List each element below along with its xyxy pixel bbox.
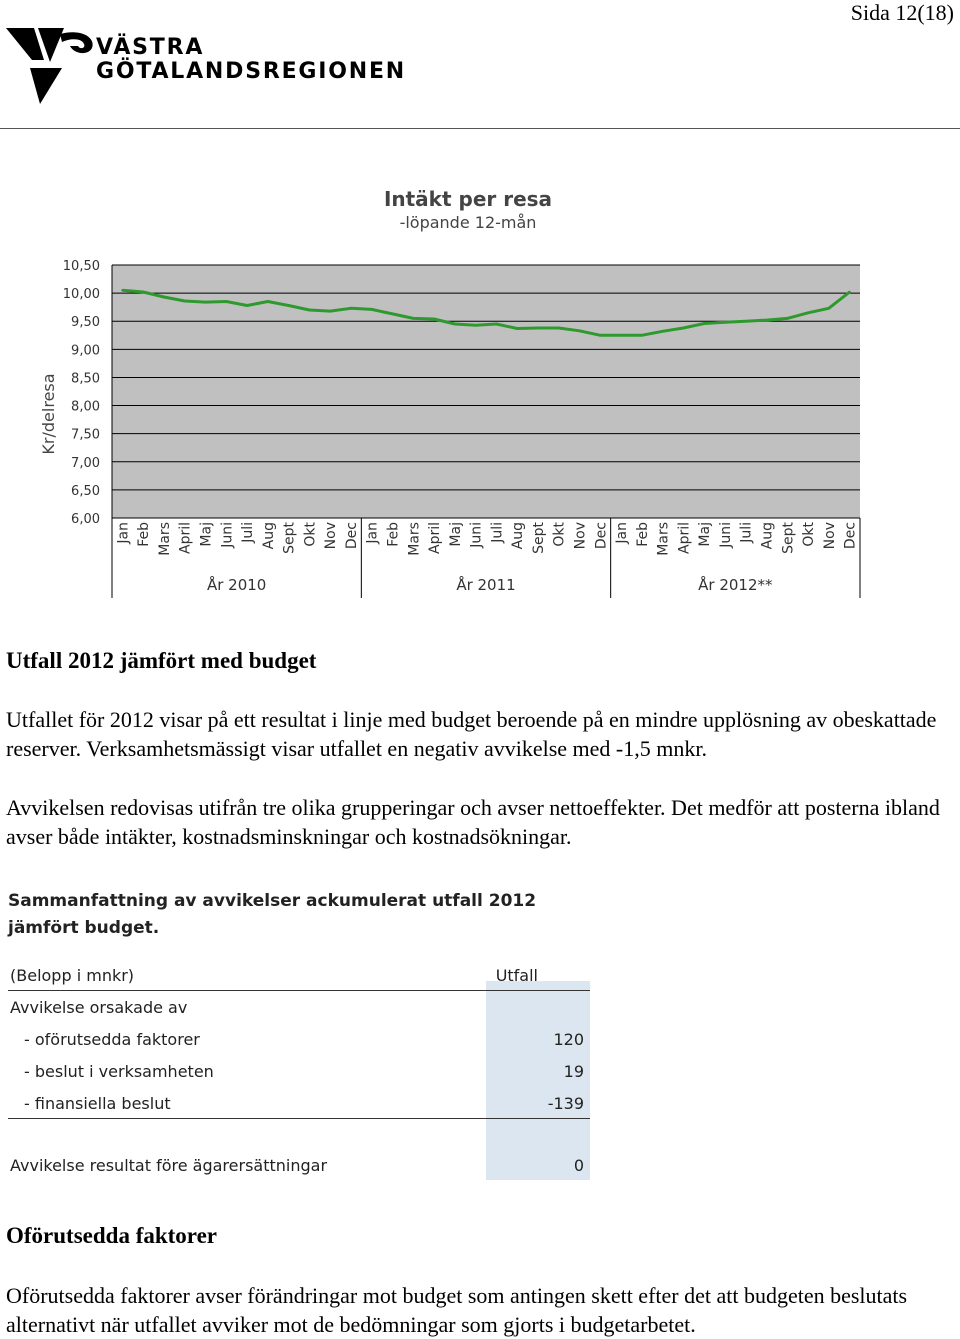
page-number: Sida 12(18) [850, 0, 954, 25]
data-point [661, 330, 663, 332]
y-tick-label: 7,00 [71, 455, 100, 471]
table-row [4, 1092, 590, 1118]
x-tick-label: April [676, 522, 693, 554]
x-tick-label: Aug [260, 522, 277, 550]
x-tick-label: Juli [240, 522, 257, 543]
x-tick-label: Maj [697, 522, 714, 547]
x-tick-label: Juni [468, 522, 485, 548]
x-tick-label: Dec [343, 522, 360, 550]
year-group-label: År 2012** [698, 576, 773, 594]
x-tick-label: Okt [302, 522, 319, 547]
data-point [433, 318, 435, 320]
row-label: - oförutsedda faktorer [24, 1030, 200, 1049]
data-point [474, 324, 476, 326]
x-tick-label: Mars [156, 522, 173, 556]
x-tick-label: Juli [489, 522, 506, 543]
data-point [537, 327, 539, 329]
data-point [121, 289, 123, 291]
revenue-per-trip-chart [30, 178, 870, 603]
data-point [495, 323, 497, 325]
year-group-label: År 2011 [456, 576, 516, 594]
y-tick-label: 10,50 [62, 259, 100, 274]
data-point [350, 307, 352, 309]
total-value: 0 [573, 1156, 584, 1175]
chart-title: Intäkt per resa [383, 187, 553, 211]
total-label: Avvikelse resultat före ägarersättningar [10, 1156, 328, 1175]
logo-line-1: VÄSTRA [96, 35, 205, 60]
x-tick-label: Sept [281, 522, 298, 554]
y-tick-label: 9,00 [71, 343, 100, 359]
data-point [516, 327, 518, 329]
summary-total-row [4, 1154, 590, 1180]
deviation-summary-table [4, 884, 590, 1184]
x-tick-label: Feb [385, 522, 402, 547]
x-tick-label: Nov [323, 522, 340, 550]
data-point [745, 320, 747, 322]
x-tick-label: Dec [593, 522, 610, 550]
row-value: -139 [547, 1094, 584, 1113]
data-point [807, 312, 809, 314]
x-tick-label: Dec [842, 522, 859, 550]
table-row [4, 1028, 590, 1054]
row-label: - beslut i verksamheten [24, 1062, 214, 1081]
x-tick-label: Maj [198, 522, 215, 547]
x-tick-label: Feb [136, 522, 153, 547]
x-tick-label: Sept [780, 522, 797, 554]
data-point [703, 322, 705, 324]
vgr-emblem-icon [4, 24, 96, 106]
x-tick-label: Okt [551, 522, 568, 547]
data-point [558, 327, 560, 329]
data-point [848, 291, 850, 293]
vgr-logo [4, 24, 407, 108]
x-tick-label: Nov [572, 522, 589, 550]
header-divider [8, 990, 590, 991]
x-tick-label: Juni [717, 522, 734, 548]
outcome-paragraph-2: Avvikelsen redovisas utifrån tre olika grupperingar och avser nettoeffekter. Det medför att posterna ibland avser både intäkter, kostnadsminskningar och kostnadsökningar. [6, 795, 940, 849]
row-value: 120 [553, 1030, 584, 1049]
y-tick-label: 7,50 [71, 427, 100, 443]
y-tick-label: 10,00 [62, 287, 100, 303]
data-point [641, 334, 643, 336]
x-tick-label: Aug [510, 522, 527, 550]
data-point [184, 300, 186, 302]
data-point [412, 317, 414, 319]
x-tick-label: Juni [219, 522, 236, 548]
year-group-label: År 2010 [206, 576, 267, 594]
chart-svg [30, 178, 870, 603]
data-point [682, 327, 684, 329]
data-point [225, 300, 227, 302]
header-rule [0, 128, 960, 129]
x-tick-label: Okt [801, 522, 818, 547]
y-tick-label: 6,00 [71, 512, 100, 527]
unit-label: (Belopp i mnkr) [10, 966, 135, 985]
data-point [724, 321, 726, 323]
unforeseen-paragraph-1: Oförutsedda faktorer avser förändringar mot budget som antingen skett efter det att budgeten beslutats alternativt när utfallet avviker mot de bedömningar som gjorts i budgetarbetet. [6, 1283, 908, 1337]
data-point [391, 313, 393, 315]
data-point [620, 334, 622, 336]
row-value: 19 [563, 1062, 584, 1081]
data-point [371, 308, 373, 310]
data-point [246, 304, 248, 306]
y-tick-label: 8,00 [71, 399, 100, 415]
data-point [578, 330, 580, 332]
x-tick-label: April [427, 522, 444, 554]
summary-title: Sammanfattning av avvikelser ackumulerat utfall 2012 jämfört budget. [8, 891, 537, 938]
x-tick-label: April [177, 522, 194, 554]
x-tick-label: Jan [614, 522, 631, 544]
x-tick-label: Nov [821, 522, 838, 550]
logo-line-2: GÖTALANDSREGIONEN [96, 59, 407, 84]
y-tick-label: 9,50 [71, 315, 100, 331]
data-point [828, 307, 830, 309]
x-tick-label: Aug [759, 522, 776, 550]
x-tick-label: Juli [738, 522, 755, 543]
data-point [204, 301, 206, 303]
total-divider [8, 1118, 590, 1119]
y-tick-label: 6,50 [71, 483, 100, 499]
data-point [765, 319, 767, 321]
data-point [599, 334, 601, 336]
x-tick-label: Maj [447, 522, 464, 547]
data-point [287, 304, 289, 306]
y-axis-label: Kr/delresa [39, 373, 58, 455]
summary-header-row [4, 964, 590, 990]
data-point [267, 300, 269, 302]
data-point [142, 291, 144, 293]
table-row [4, 1060, 590, 1086]
data-point [454, 323, 456, 325]
data-point [786, 317, 788, 319]
group-label: Avvikelse orsakade av [10, 998, 188, 1017]
data-point [329, 310, 331, 312]
section-heading-outcome: Utfall 2012 jämfört med budget [6, 648, 317, 673]
summary-group-row [4, 996, 590, 1022]
x-tick-label: Sept [530, 522, 547, 554]
data-point [163, 296, 165, 298]
section-heading-unforeseen: Oförutsedda faktorer [6, 1223, 218, 1248]
x-tick-label: Jan [364, 522, 381, 544]
x-tick-label: Mars [406, 522, 423, 556]
outcome-paragraph-1: Utfallet för 2012 visar på ett resultat i linje med budget beroende på en mindre upplösning av obeskattade reserver. Verksamhetsmässigt visar utfallet en negativ avvikelse med -1,5 mnkr. [6, 707, 937, 761]
y-tick-label: 8,50 [71, 371, 100, 387]
x-tick-label: Mars [655, 522, 672, 556]
x-tick-label: Feb [634, 522, 651, 547]
chart-subtitle: -löpande 12-mån [399, 213, 537, 232]
utfall-column-header: Utfall [495, 966, 538, 985]
data-point [308, 309, 310, 311]
row-label: - finansiella beslut [24, 1094, 171, 1113]
x-tick-label: Jan [115, 522, 132, 544]
